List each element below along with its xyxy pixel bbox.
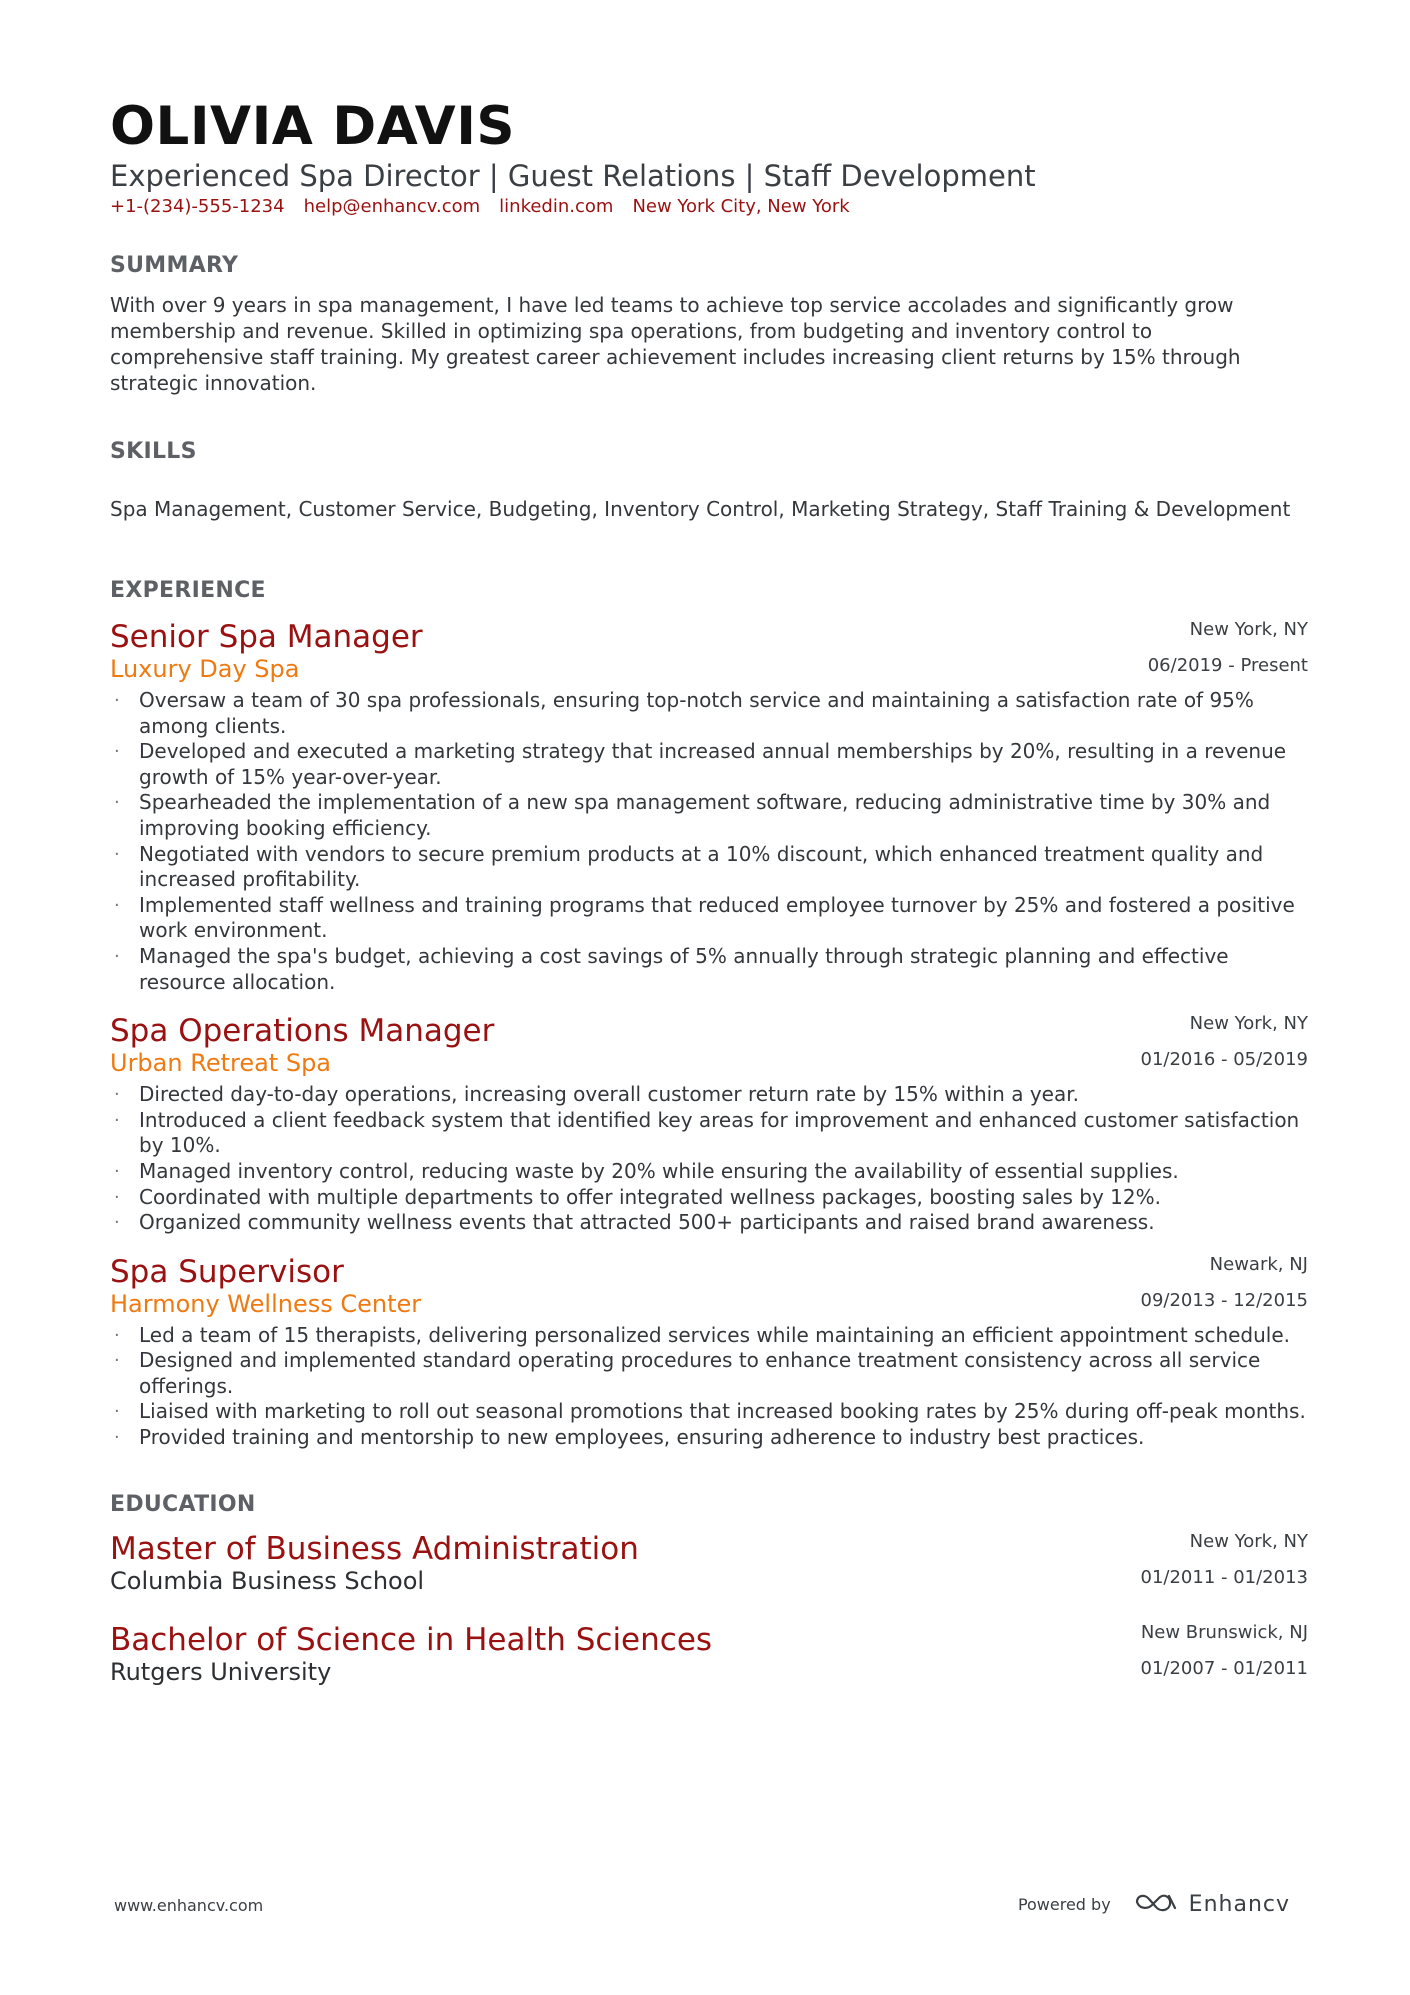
bullet-dot-icon: · xyxy=(114,1212,120,1234)
bullet-item: · Directed day-to-day operations, increasing overall customer return rate by 15% within a year. xyxy=(114,1082,1079,1107)
school-location: New York, NY xyxy=(1189,1530,1308,1552)
company-name: Harmony Wellness Center xyxy=(110,1289,422,1318)
summary-section xyxy=(110,252,1308,396)
job-title: Spa Operations Manager xyxy=(110,1013,495,1050)
bullet-dot-icon: · xyxy=(114,792,120,814)
school-name: Columbia Business School xyxy=(110,1566,425,1595)
bullet-dot-icon: · xyxy=(114,894,120,916)
tagline: Experienced Spa Director | Guest Relations | Staff Development xyxy=(110,159,1036,193)
bullet-dot-icon: · xyxy=(114,1084,120,1106)
brand-name: Enhancv xyxy=(1188,1891,1290,1917)
job-title: Senior Spa Manager xyxy=(110,619,423,655)
degree-title: Master of Business Administration xyxy=(110,1530,639,1567)
degree-title: Bachelor of Science in Health Sciences xyxy=(110,1621,713,1658)
summary-heading: SUMMARY xyxy=(110,253,239,278)
job-title: Spa Supervisor xyxy=(110,1253,344,1290)
bullet-item: · Oversaw a team of 30 spa professionals, ensuring top-notch service and maintaining a satisfaction rate of 95% among clients. xyxy=(114,688,1254,738)
job-dates: 06/2019 - Present xyxy=(1147,655,1308,676)
experience-entry xyxy=(110,1013,1308,1236)
bullet-item: · Organized community wellness events that attracted 500+ participants and raised brand awareness. xyxy=(114,1210,1155,1235)
bullet-dot-icon: · xyxy=(114,843,120,865)
enhancv-brand-link[interactable] xyxy=(1133,1890,1290,1918)
footer-website-link[interactable]: www.enhancv.com xyxy=(114,1896,264,1915)
resume-content xyxy=(110,95,1308,1687)
bullet-item: · Managed the spa's budget, achieving a cost savings of 5% annually through strategic planning and effective resource allocation. xyxy=(114,943,1229,994)
email-link[interactable]: help@enhancv.com xyxy=(303,196,481,217)
job-bullet-list xyxy=(110,1082,1308,1236)
bullet-item: · Designed and implemented standard operating procedures to enhance treatment consistency across all service offerings. xyxy=(114,1348,1261,1398)
bullet-item: · Liaised with marketing to roll out seasonal promotions that increased booking rates by 25% during off-peak months. xyxy=(114,1399,1306,1424)
bullet-item: · Developed and executed a marketing strategy that increased annual memberships by 20%, resulting in a revenue growth of 15% year-over-year. xyxy=(114,739,1287,789)
bullet-item: · Managed inventory control, reducing waste by 20% while ensuring the availability of essential supplies. xyxy=(114,1158,1179,1183)
skills-heading: SKILLS xyxy=(110,439,197,464)
job-location: New York, NY xyxy=(1189,619,1308,640)
education-section xyxy=(110,1491,1308,1687)
summary-text: With over 9 years in spa management, I have led teams to achieve top service accolades and significantly grow membership and revenue. Skilled in optimizing spa operations, from budgeting and inventory control to comprehensive staff training. My greatest career achievement includes increasing client returns by 15% through strategic innovation. xyxy=(110,293,1241,395)
education-dates: 01/2007 - 01/2011 xyxy=(1140,1657,1308,1679)
bullet-dot-icon: · xyxy=(114,1350,120,1372)
bullet-dot-icon: · xyxy=(114,1324,120,1346)
bullet-dot-icon: · xyxy=(114,945,120,967)
location-text: New York City, New York xyxy=(632,196,850,217)
bullet-dot-icon: · xyxy=(114,1160,120,1182)
bullet-dot-icon: · xyxy=(114,1186,120,1208)
experience-heading: EXPERIENCE xyxy=(110,578,266,603)
enhancv-logo-icon xyxy=(1133,1890,1179,1918)
bullet-dot-icon: · xyxy=(114,1401,120,1423)
phone-link[interactable]: +1-(234)-555-1234 xyxy=(110,196,285,217)
experience-entry xyxy=(110,619,1308,995)
job-location: New York, NY xyxy=(1189,1013,1308,1035)
education-heading: EDUCATION xyxy=(110,1491,256,1517)
company-name: Luxury Day Spa xyxy=(110,655,300,683)
powered-by-label: Powered by xyxy=(1017,1894,1111,1914)
linkedin-link[interactable]: linkedin.com xyxy=(499,196,614,217)
job-dates: 09/2013 - 12/2015 xyxy=(1140,1289,1308,1311)
company-name: Urban Retreat Spa xyxy=(110,1049,332,1078)
bullet-dot-icon: · xyxy=(114,1427,120,1449)
bullet-item: · Implemented staff wellness and training programs that reduced employee turnover by 25% and fostered a positive work environment. xyxy=(114,892,1295,943)
footer-branding xyxy=(1018,1890,1290,1918)
experience-section xyxy=(110,577,1308,1451)
job-bullet-list xyxy=(110,1323,1308,1451)
bullet-dot-icon: · xyxy=(114,1109,120,1131)
bullet-item: · Introduced a client feedback system that identified key areas for improvement and enhanced customer satisfaction by 10%. xyxy=(114,1107,1300,1158)
school-name: Rutgers University xyxy=(110,1657,332,1686)
bullet-item: · Led a team of 15 therapists, delivering personalized services while maintaining an efficient appointment schedule. xyxy=(114,1322,1291,1347)
header xyxy=(110,95,1308,219)
school-location: New Brunswick, NJ xyxy=(1140,1621,1308,1643)
education-entry xyxy=(110,1531,1308,1596)
bullet-item: · Spearheaded the implementation of a new spa management software, reducing administrative time by 30% and improving booking efficiency. xyxy=(114,790,1271,840)
bullet-item: · Negotiated with vendors to secure premium products at a 10% discount, which enhanced treatment quality and increased profitability. xyxy=(114,841,1264,892)
bullet-dot-icon: · xyxy=(114,690,120,711)
education-entry xyxy=(110,1622,1308,1687)
job-dates: 01/2016 - 05/2019 xyxy=(1140,1049,1308,1071)
experience-entry xyxy=(110,1254,1308,1451)
bullet-item: · Coordinated with multiple departments to offer integrated wellness packages, boosting sales by 12%. xyxy=(114,1184,1161,1209)
education-dates: 01/2011 - 01/2013 xyxy=(1140,1566,1308,1588)
bullet-item: · Provided training and mentorship to new employees, ensuring adherence to industry best practices. xyxy=(114,1425,1145,1450)
candidate-name: OLIVIA DAVIS xyxy=(110,96,516,157)
contact-row xyxy=(110,195,1308,219)
skills-section xyxy=(110,438,1308,522)
bullet-dot-icon: · xyxy=(114,741,120,763)
job-location: Newark, NJ xyxy=(1209,1253,1308,1275)
job-bullet-list xyxy=(110,688,1308,995)
skills-text: Spa Management, Customer Service, Budgeting, Inventory Control, Marketing Strategy, Staff Training & Development xyxy=(110,497,1291,521)
